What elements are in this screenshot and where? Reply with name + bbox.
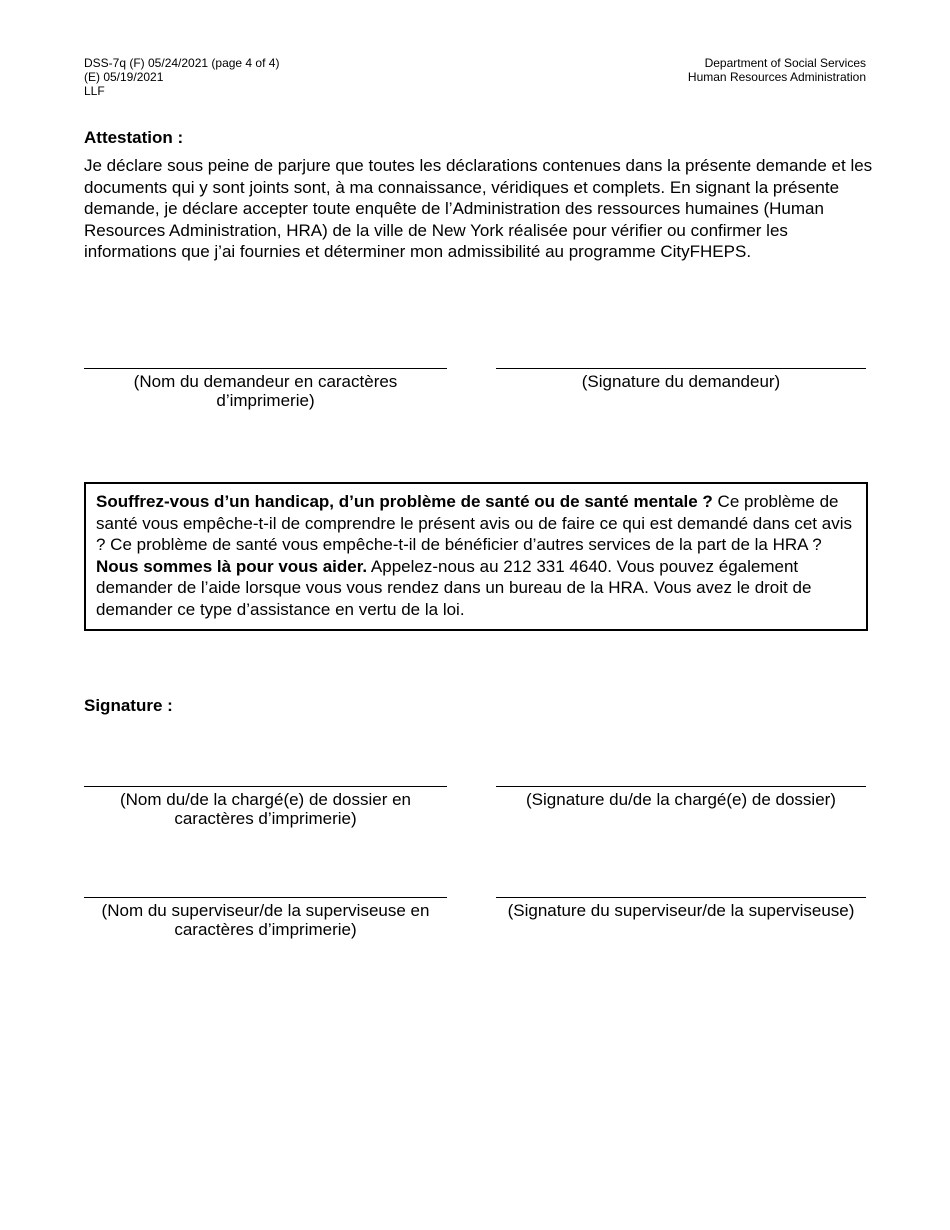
- caseworker-signature-line[interactable]: [496, 786, 866, 787]
- english-version-date: (E) 05/19/2021: [84, 70, 164, 84]
- form-number: DSS-7q (F) 05/24/2021 (page 4 of 4): [84, 56, 280, 70]
- supervisor-name-line[interactable]: [84, 897, 447, 898]
- signature-heading: Signature :: [84, 696, 173, 715]
- caseworker-signature-caption: (Signature du/de la chargé(e) de dossier): [526, 790, 836, 809]
- form-identifier: [84, 56, 279, 98]
- notice-text-part1: Ce problème de santé vous empêche-t-il de comprendre le présent avis ou de faire ce qui est demandé dans cet avis ? Ce problème de santé vous empêche-t-il de bénéficier d’autres services de la part de la HRA ?: [96, 492, 852, 555]
- supervisor-name-caption: (Nom du superviseur/de la superviseuse en caractères d’imprimerie): [101, 901, 430, 939]
- administration-name: Human Resources Administration: [687, 70, 866, 84]
- supervisor-signature-caption: (Signature du superviseur/de la superviseuse): [507, 901, 855, 920]
- accessibility-notice: [84, 482, 868, 631]
- attestation-heading: Attestation :: [84, 128, 184, 147]
- attestation-text: Je déclare sous peine de parjure que toutes les déclarations contenues dans la présente demande et les documents qui y sont joints sont, à ma connaissance, véridiques et complets. En signant la présente demande, je déclare accepter toute enquête de l’Administration des ressources humaines (Human Resources Administration, HRA) de la ville de New York réalisée pour vérifier ou confirmer les informations que j’ai fournies et déterminer mon admissibilité au programme CityFHEPS.: [84, 156, 873, 261]
- supervisor-signature-line[interactable]: [496, 897, 866, 898]
- caseworker-name-caption: (Nom du/de la chargé(e) de dossier en caractères d’imprimerie): [119, 790, 412, 828]
- applicant-name-line[interactable]: [84, 368, 447, 369]
- applicant-signature-caption: (Signature du demandeur): [581, 372, 781, 391]
- applicant-name-caption: (Nom du demandeur en caractères d’imprimerie): [133, 372, 398, 410]
- language-code: LLF: [84, 84, 105, 98]
- agency-name: [688, 56, 866, 84]
- caseworker-name-line[interactable]: [84, 786, 447, 787]
- notice-text-part2: Appelez-nous au 212 331 4640. Vous pouvez également demander de l’aide lorsque vous vous rendez dans un bureau de la HRA. Vous avez le droit de demander ce type d’assistance en vertu de la loi.: [96, 556, 812, 619]
- applicant-signature-line[interactable]: [496, 368, 866, 369]
- notice-question: Souffrez-vous d’un handicap, d’un problème de santé ou de santé mentale ?: [96, 492, 713, 511]
- notice-help: Nous sommes là pour vous aider.: [96, 556, 368, 576]
- department-name: Department of Social Services: [704, 56, 866, 70]
